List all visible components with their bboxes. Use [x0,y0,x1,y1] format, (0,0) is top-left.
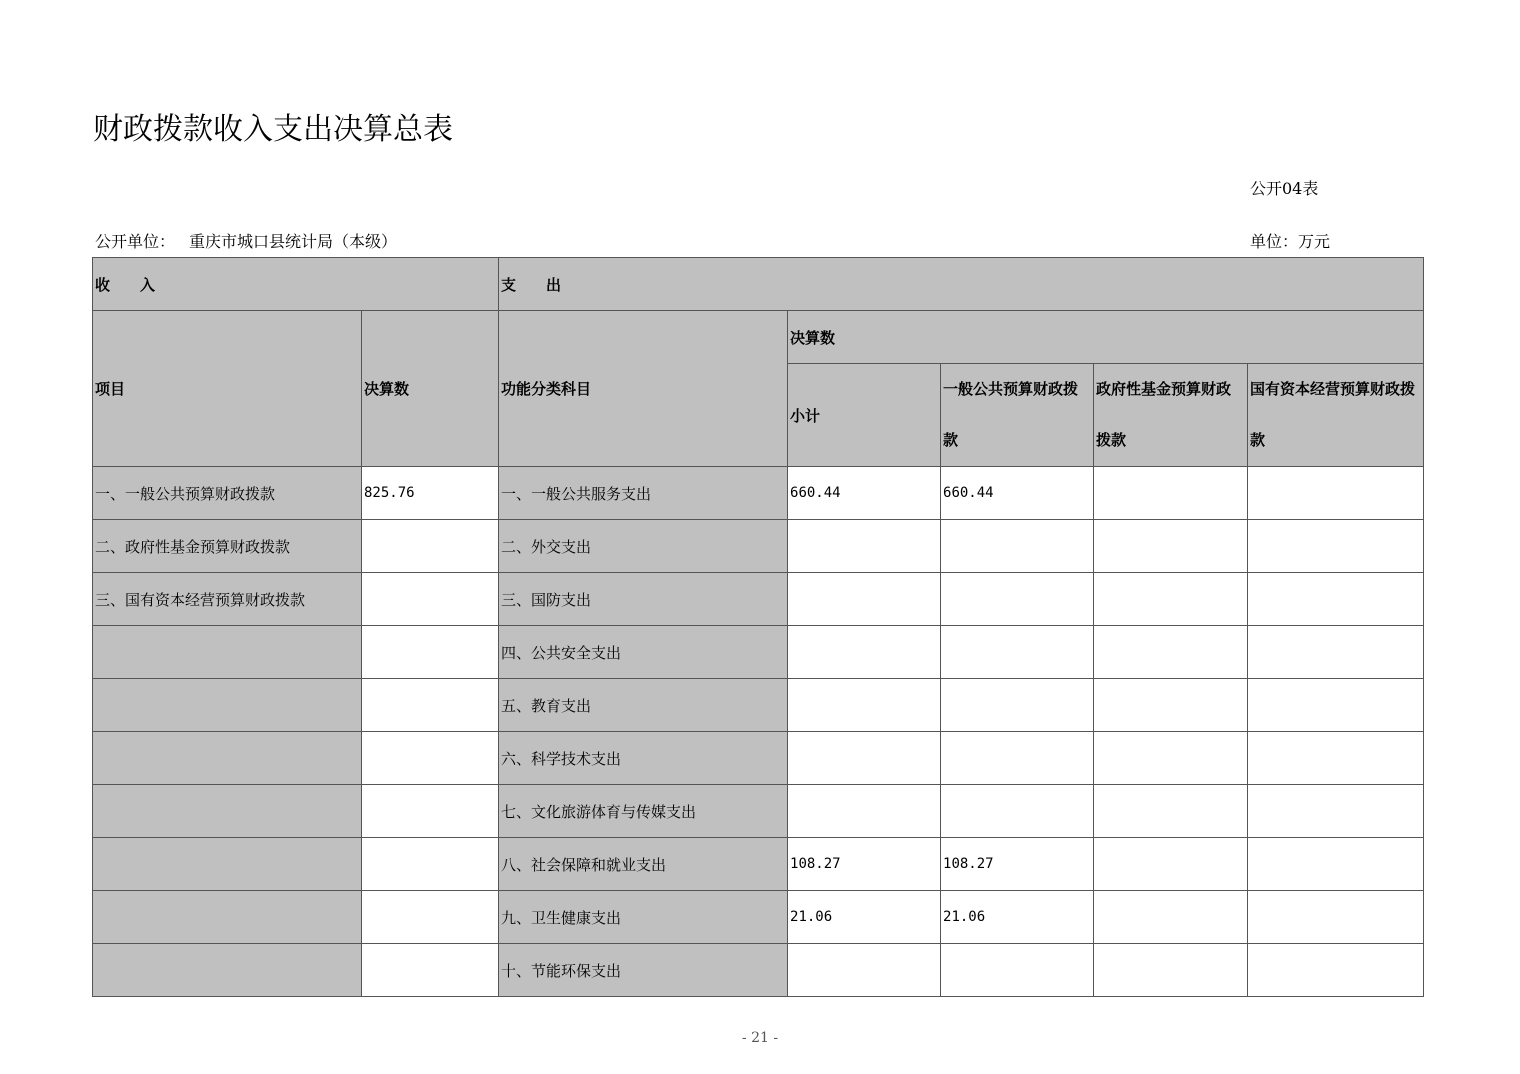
page-title: 财政拨款收入支出决算总表 [93,112,453,147]
amount-header: 决算数 [362,311,499,467]
subtotal-cell [788,520,941,573]
state-capital-cell [1248,573,1424,626]
subtotal-cell [788,785,941,838]
state-capital-cell [1248,467,1424,520]
table-row [93,679,1424,732]
subtotal-cell [788,732,941,785]
item-header: 项目 [93,311,362,467]
income-item-cell [93,626,362,679]
income-amount-cell [362,838,499,891]
subtotal-cell [788,944,941,997]
expense-item-cell: 八、社会保障和就业支出 [499,838,788,891]
gov-fund-cell [1094,944,1248,997]
unit-name: 重庆市城口县统计局（本级） [189,232,398,251]
gov-fund-header: 政府性基金预算财政拨款 [1094,364,1248,467]
income-item-cell [93,732,362,785]
state-capital-cell [1248,838,1424,891]
income-item-cell: 二、政府性基金预算财政拨款 [93,520,362,573]
general-budget-cell: 660.44 [941,467,1094,520]
income-amount-cell [362,732,499,785]
subtotal-cell [788,626,941,679]
subtotal-cell [788,679,941,732]
page-number: - 21 - [741,1030,779,1046]
income-item-cell [93,679,362,732]
income-amount-cell [362,520,499,573]
subtotal-cell: 21.06 [788,891,941,944]
income-amount-cell: 825.76 [362,467,499,520]
unit-label: 公开单位： [95,232,176,251]
income-item-cell [93,891,362,944]
income-item-cell [93,838,362,891]
general-budget-cell: 21.06 [941,891,1094,944]
general-budget-cell [941,944,1094,997]
final-amount-header: 决算数 [788,311,1424,364]
gov-fund-cell [1094,467,1248,520]
income-item-cell: 一、一般公共预算财政拨款 [93,467,362,520]
state-capital-cell [1248,626,1424,679]
income-item-cell: 三、国有资本经营预算财政拨款 [93,573,362,626]
gov-fund-cell [1094,891,1248,944]
gov-fund-cell [1094,520,1248,573]
gov-fund-cell [1094,838,1248,891]
income-amount-cell [362,679,499,732]
general-budget-header: 一般公共预算财政拨款 [941,364,1094,467]
state-capital-cell [1248,785,1424,838]
income-item-cell [93,785,362,838]
table-row [93,838,1424,891]
expense-item-cell: 五、教育支出 [499,679,788,732]
expense-item-cell: 二、外交支出 [499,520,788,573]
table-row [93,626,1424,679]
state-capital-cell [1248,520,1424,573]
expense-item-cell: 六、科学技术支出 [499,732,788,785]
state-capital-cell [1248,679,1424,732]
table-row [93,785,1424,838]
func-class-header: 功能分类科目 [499,311,788,467]
income-amount-cell [362,944,499,997]
subtotal-header: 小计 [788,364,941,467]
table-row [93,520,1424,573]
state-capital-cell [1248,891,1424,944]
general-budget-cell [941,573,1094,626]
table-row [93,891,1424,944]
income-header: 收 入 [93,258,499,311]
reporting-unit [95,229,397,252]
income-item-cell [93,944,362,997]
income-amount-cell [362,891,499,944]
expense-item-cell: 十、节能环保支出 [499,944,788,997]
expense-item-cell: 四、公共安全支出 [499,626,788,679]
subtotal-cell: 660.44 [788,467,941,520]
general-budget-cell: 108.27 [941,838,1094,891]
state-capital-cell [1248,944,1424,997]
budget-summary-table [92,257,1424,997]
general-budget-cell [941,520,1094,573]
table-row [93,573,1424,626]
table-row [93,732,1424,785]
gov-fund-cell [1094,573,1248,626]
income-amount-cell [362,626,499,679]
general-budget-cell [941,785,1094,838]
expense-item-cell: 三、国防支出 [499,573,788,626]
header-row-2 [93,311,1424,364]
expense-item-cell: 一、一般公共服务支出 [499,467,788,520]
expense-header: 支 出 [499,258,1424,311]
state-capital-header: 国有资本经营预算财政拨款 [1248,364,1424,467]
subtotal-cell [788,573,941,626]
header-row-1 [93,258,1424,311]
general-budget-cell [941,679,1094,732]
income-amount-cell [362,785,499,838]
gov-fund-cell [1094,732,1248,785]
state-capital-cell [1248,732,1424,785]
currency-unit: 单位：万元 [1250,232,1331,251]
general-budget-cell [941,626,1094,679]
table-row [93,944,1424,997]
table-row [93,467,1424,520]
gov-fund-cell [1094,679,1248,732]
general-budget-cell [941,732,1094,785]
expense-item-cell: 七、文化旅游体育与传媒支出 [499,785,788,838]
gov-fund-cell [1094,785,1248,838]
subtotal-cell: 108.27 [788,838,941,891]
expense-item-cell: 九、卫生健康支出 [499,891,788,944]
gov-fund-cell [1094,626,1248,679]
form-number: 公开04表 [1250,179,1319,198]
income-amount-cell [362,573,499,626]
